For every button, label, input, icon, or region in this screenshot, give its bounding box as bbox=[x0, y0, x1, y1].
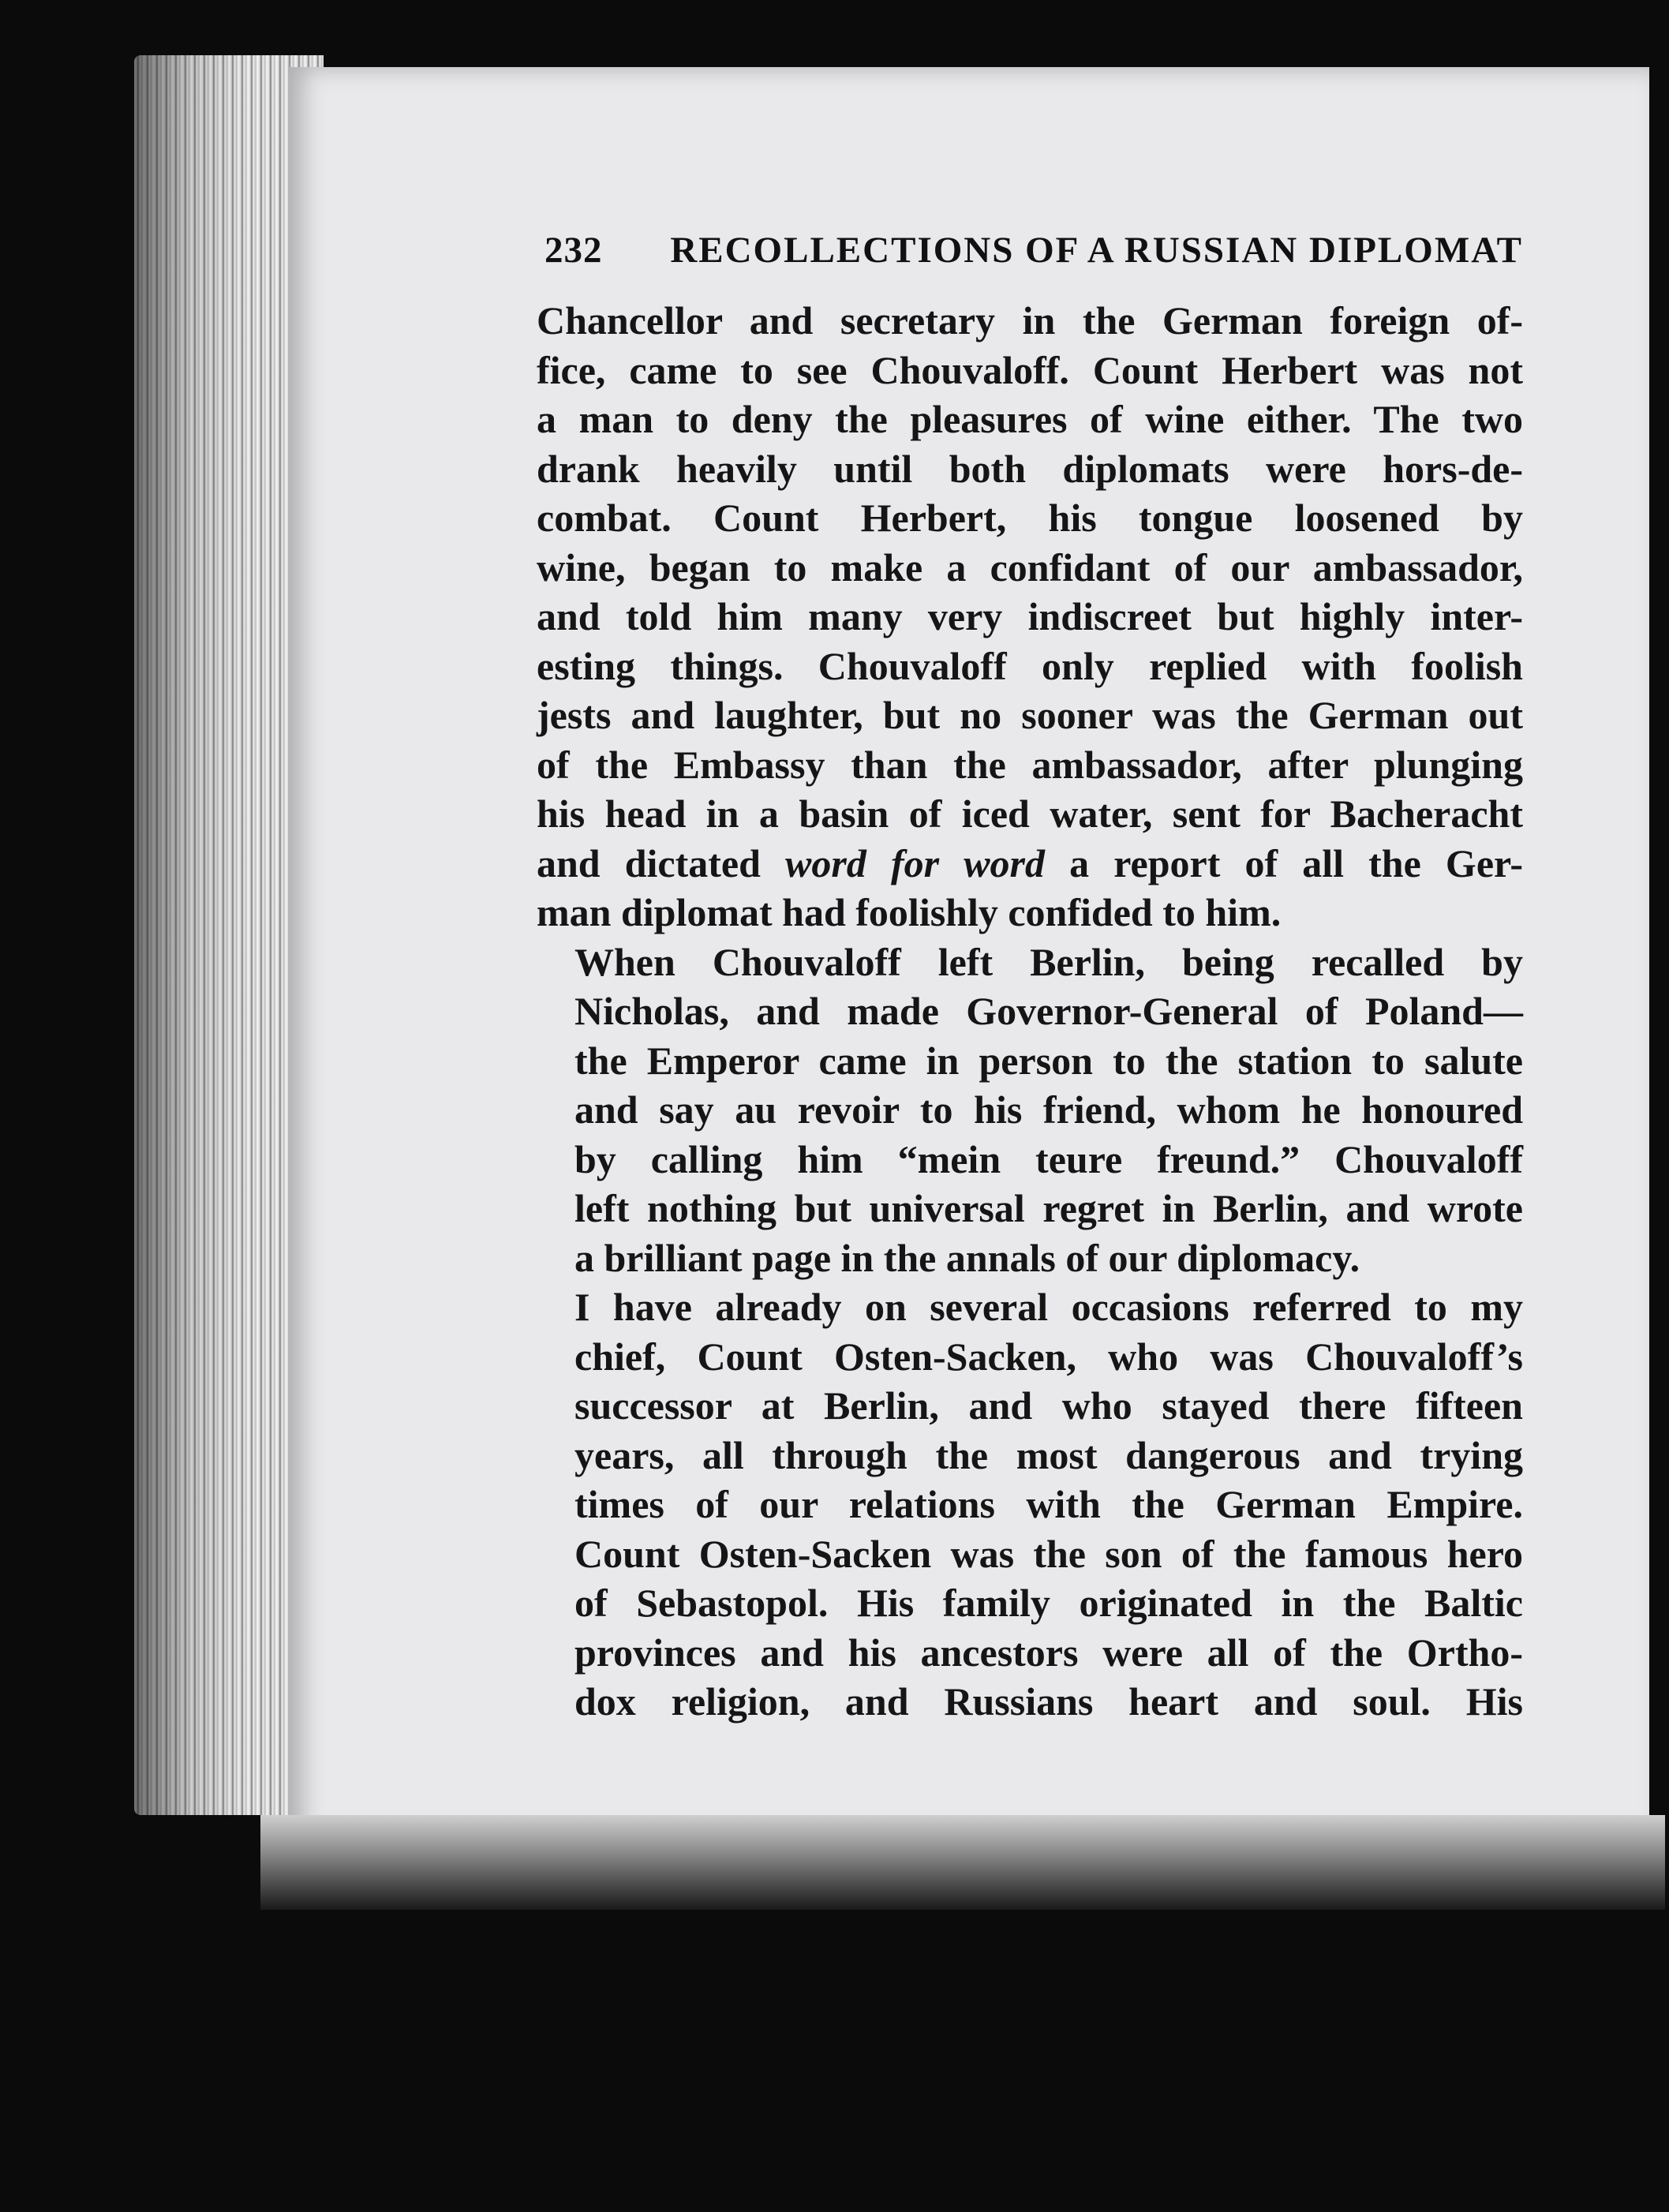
text-line: Nicholas, and made Governor-General of Poland— bbox=[574, 989, 1523, 1033]
italic-phrase: word for word bbox=[785, 840, 1046, 885]
text-line: of Sebastopol. His family originated in the Baltic bbox=[574, 1581, 1523, 1625]
text-line: drank heavily until both diplomats were hors-de- bbox=[537, 446, 1523, 491]
text-segment: a report of all the Ger- bbox=[1045, 840, 1523, 885]
text-line: man diplomat had foolishly confided to him. bbox=[537, 890, 1282, 934]
book-bottom-edge bbox=[260, 1815, 1665, 1910]
text-line: a brilliant page in the annals of our diplomacy. bbox=[574, 1235, 1360, 1280]
text-line: and told him many very indiscreet but highly inter- bbox=[537, 594, 1523, 638]
text-line: times of our relations with the German Empire. bbox=[574, 1482, 1523, 1526]
text-line: successor at Berlin, and who stayed there fifteen bbox=[574, 1383, 1523, 1428]
text-line: Count Osten-Sacken was the son of the famous hero bbox=[574, 1531, 1523, 1576]
text-line: Chancellor and secretary in the German foreign of- bbox=[537, 298, 1523, 342]
paragraph-3 bbox=[537, 1282, 1523, 1727]
body-text bbox=[537, 296, 1523, 1727]
text-line: the Emperor came in person to the station to salute bbox=[574, 1038, 1523, 1083]
text-line: I have already on several occasions referred to my bbox=[574, 1285, 1523, 1329]
text-line: combat. Count Herbert, his tongue loosened by bbox=[537, 496, 1523, 540]
text-line: a man to deny the pleasures of wine either. The two bbox=[537, 397, 1523, 441]
running-head bbox=[544, 229, 1523, 271]
text-line: jests and laughter, but no sooner was the German out bbox=[537, 693, 1523, 737]
running-title: RECOLLECTIONS OF A RUSSIAN DIPLOMAT bbox=[670, 230, 1523, 271]
page-number: 232 bbox=[544, 230, 603, 271]
text-line: and say au revoir to his friend, whom he honoured bbox=[574, 1087, 1523, 1132]
text-line: by calling him “mein teure freund.” Chouvaloff bbox=[574, 1136, 1523, 1181]
text-line: chief, Count Osten-Sacken, who was Chouvaloff’s bbox=[574, 1334, 1523, 1379]
paragraph-1 bbox=[537, 296, 1523, 938]
text-line-italic bbox=[537, 839, 1523, 889]
text-line: his head in a basin of iced water, sent for Bacheracht bbox=[537, 792, 1523, 836]
text-line: years, all through the most dangerous and trying bbox=[574, 1432, 1523, 1477]
text-line: dox religion, and Russians heart and soul. His bbox=[574, 1679, 1523, 1724]
text-line: provinces and his ancestors were all of the Ortho- bbox=[574, 1630, 1523, 1675]
paragraph-2 bbox=[537, 938, 1523, 1283]
text-line: When Chouvaloff left Berlin, being recalled by bbox=[574, 939, 1523, 984]
text-line: fice, came to see Chouvaloff. Count Herbert was not bbox=[537, 347, 1523, 392]
text-segment: and dictated bbox=[537, 840, 786, 885]
text-line: esting things. Chouvaloff only replied with foolish bbox=[537, 643, 1523, 688]
text-line: wine, began to make a confidant of our ambassador, bbox=[537, 545, 1523, 589]
text-line: left nothing but universal regret in Berlin, and wrote bbox=[574, 1186, 1523, 1230]
text-line: of the Embassy than the ambassador, after plunging bbox=[537, 742, 1523, 787]
